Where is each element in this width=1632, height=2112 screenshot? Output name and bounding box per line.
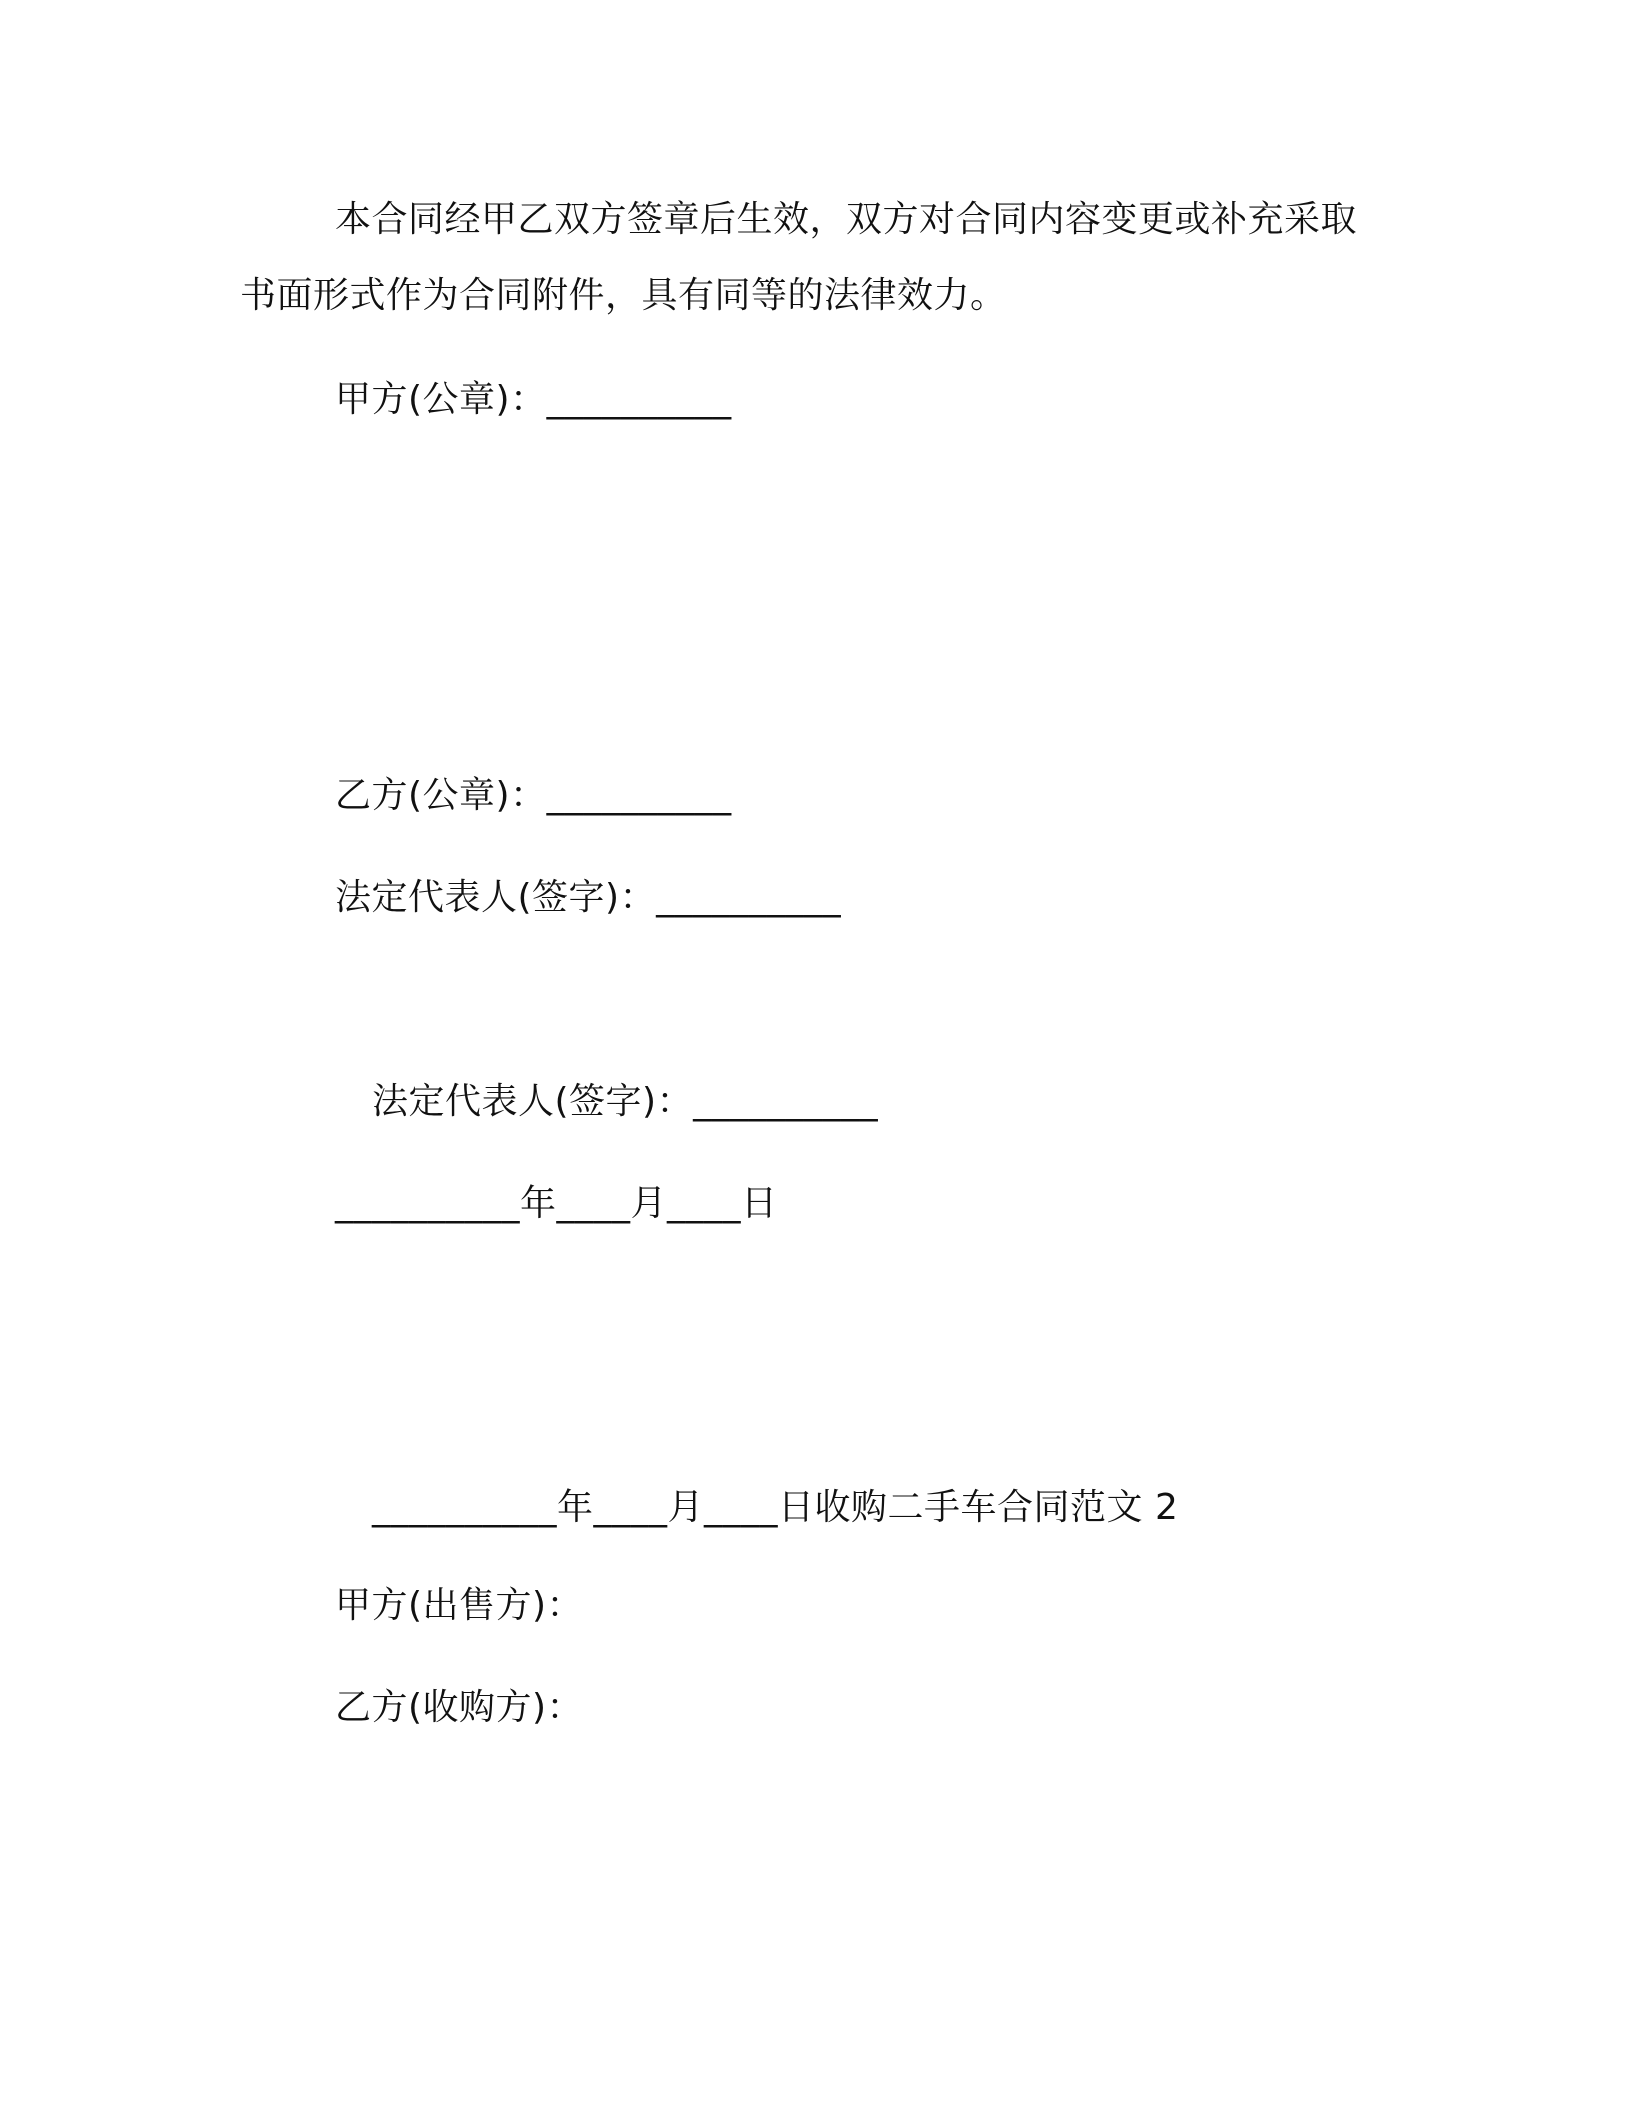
contract-effect-paragraph-line-2: 书面形式作为合同附件，具有同等的法律效力。 xyxy=(240,275,1007,316)
party-a-seal-line: 甲方(公章)：__________ xyxy=(335,379,732,420)
legal-representative-signature-line-1: 法定代表人(签字)：__________ xyxy=(335,877,842,918)
legal-representative-signature-line-2: 法定代表人(签字)：__________ xyxy=(372,1081,879,1122)
party-a-seller-line: 甲方(出售方)： xyxy=(335,1585,584,1626)
contract-effect-paragraph-line-1: 本合同经甲乙双方签章后生效，双方对合同内容变更或补充采取 xyxy=(335,199,1358,240)
party-b-buyer-line: 乙方(收购方)： xyxy=(335,1687,584,1728)
date-line: __________年____月____日 xyxy=(335,1183,778,1224)
next-contract-title: __________年____月____日收购二手车合同范文 2 xyxy=(372,1487,1179,1528)
party-b-seal-line: 乙方(公章)：__________ xyxy=(335,775,732,816)
